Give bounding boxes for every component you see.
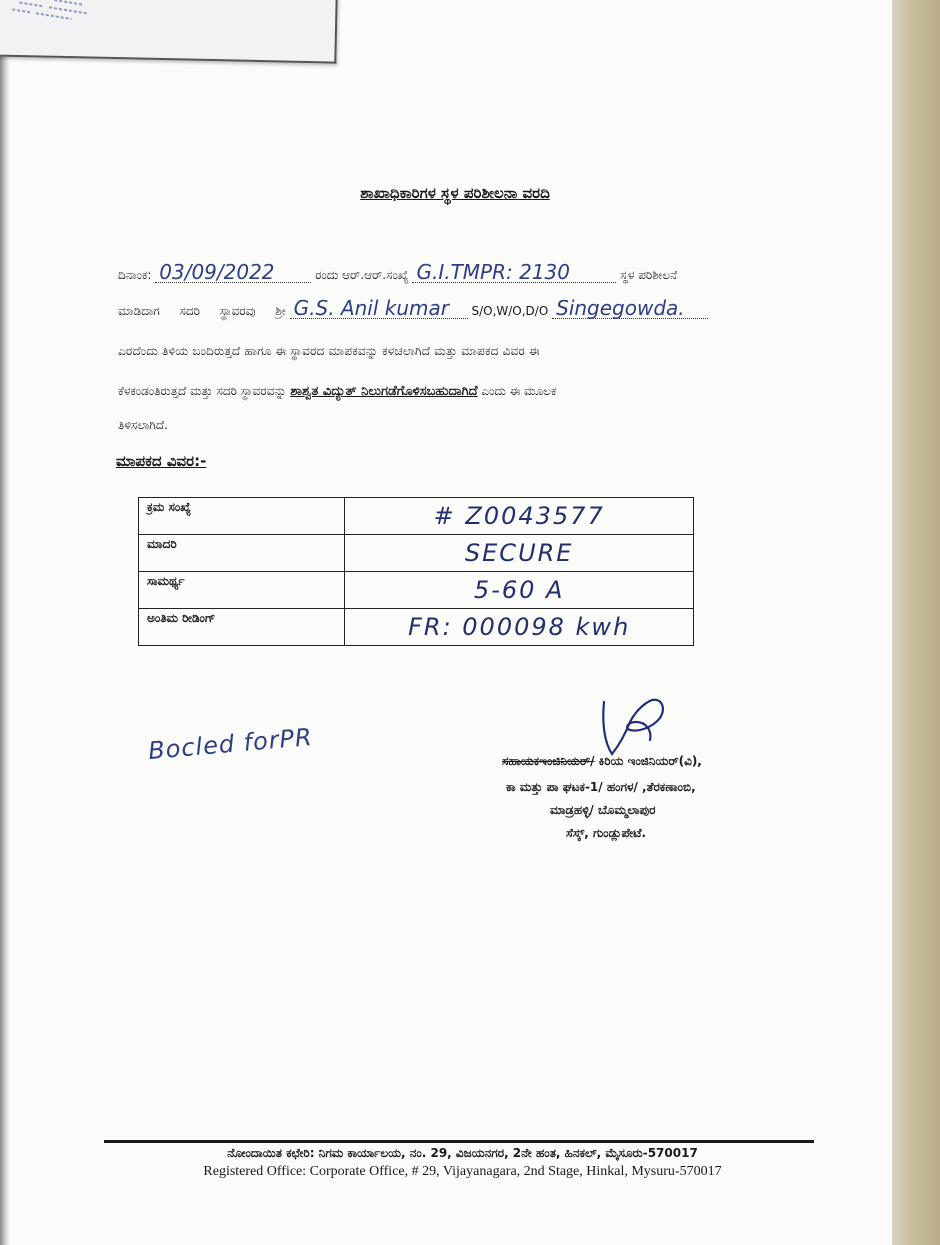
date-line bbox=[118, 262, 790, 283]
signatory-area: ಮಾಡ್ರಹಳ್ಳಿ/ ಬೊಮ್ಮಲಾಪುರ bbox=[550, 803, 656, 817]
date-label: ದಿನಾಂಕ: bbox=[118, 268, 152, 282]
footer-divider bbox=[104, 1140, 814, 1143]
handwritten-note: Bocled forPR bbox=[147, 722, 314, 766]
meter-details-heading: ಮಾಪಕದ ವಿವರ:- bbox=[116, 452, 207, 470]
designation-rest: ಕಿರಿಯ ಇಂಜಿನಿಯರ್(ವಿ), bbox=[594, 754, 702, 768]
date-value: 03/09/2022 bbox=[155, 262, 311, 283]
inspection-label: ಸ್ಥಳ ಪರಿಶೀಲನೆ bbox=[620, 268, 678, 282]
model-value: SECURE bbox=[345, 535, 694, 572]
rr-number: G.I.TMPR: 2130 bbox=[412, 262, 616, 283]
disconnection-intro: ಕೆಳಕಂಡಂತಿರುತ್ತದೆ ಮತ್ತು ಸದರಿ ಸ್ಥಾವರವನ್ನು bbox=[118, 384, 287, 398]
model-label: ಮಾದರಿ bbox=[139, 535, 345, 572]
footer-address-english: Registered Office: Corporate Office, # 29, Vijayanagara, 2nd Stage, Hinkal, Mysuru-570017 bbox=[203, 1164, 722, 1179]
meter-details-table bbox=[138, 497, 694, 646]
footer-address-kannada: ನೋಂದಾಯಿತ ಕಛೇರಿ: ನಿಗಮ ಕಾರ್ಯಾಲಯ, ನಂ. 29, ವಿಜಯನಗರ, 2ನೇ ಹಂತ, ಹಿನಕಲ್, ಮೈಸೂರು-570017 bbox=[227, 1146, 698, 1160]
relation-label: S/O,W/O,D/O bbox=[471, 304, 549, 318]
table-row bbox=[139, 535, 694, 572]
serial-number-value: # Z0043577 bbox=[345, 498, 694, 535]
faded-stamp-graphic bbox=[8, 0, 123, 42]
permanent-disconnection-text: ಶಾಶ್ವತ ವಿದ್ಯುತ್ ನಿಲುಗಡೆಗೊಳಿಸಬಹುದಾಗಿದೆ bbox=[290, 384, 478, 399]
capacity-label: ಸಾಮರ್ಥ್ಯ bbox=[139, 572, 345, 609]
signatory-office: ಸೆಸ್ಕ್, ಗುಂಡ್ಲುಪೇಟೆ. bbox=[566, 826, 647, 840]
document-title: ಶಾಖಾಧಿಕಾರಿಗಳ ಸ್ಥಳ ಪರಿಶೀಲನಾ ವರದಿ bbox=[360, 184, 550, 202]
owner-line bbox=[118, 298, 790, 319]
capacity-value: 5-60 A bbox=[345, 572, 694, 609]
father-name: Singegowda. bbox=[552, 298, 708, 319]
table-row bbox=[139, 609, 694, 646]
rr-label: ರಂದು ಆರ್.ಆರ್.ಸಂಖ್ಯೆ bbox=[315, 268, 409, 282]
disconnection-line bbox=[118, 384, 790, 399]
owner-name: G.S. Anil kumar bbox=[290, 298, 468, 319]
disconnection-outro: ಎಂದು ಈ ಮೂಲಕ bbox=[481, 384, 557, 398]
final-reading-label: ಅಂತಿಮ ರೀಡಿಂಗ್ bbox=[139, 609, 345, 646]
overlapping-sheet-corner bbox=[0, 0, 338, 64]
table-row bbox=[139, 498, 694, 535]
body-line-3: ಎರದೆಂದು ತಿಳಿಯ ಬಂದಿರುತ್ತದೆ ಹಾಗೂ ಈ ಸ್ಥಾವರದ ಮಾಪಕವನ್ನು ಕಳಚಲಾಗಿದೆ ಮತ್ತು ಮಾಪಕದ ವಿವರ ಈ bbox=[118, 344, 540, 358]
final-reading-value: FR: 000098 kwh bbox=[345, 609, 694, 646]
struck-designation: ಸಹಾಯಕಇಂಜಿನಿಯರ್/ bbox=[502, 754, 595, 768]
installation-label: ಮಾಡಿದಾಗ ಸದರಿ ಸ್ಥಾವರವು ಶ್ರೀ bbox=[118, 304, 286, 318]
signatory-designation bbox=[502, 754, 702, 769]
signatory-unit: ಕಾ ಮತ್ತು ಪಾ ಘಟಕ-1/ ಹಂಗಳ/ ,ತೆರಕಣಾಂಬಿ, bbox=[506, 780, 696, 794]
serial-number-label: ಕ್ರಮ ಸಂಖ್ಯೆ bbox=[139, 498, 345, 535]
body-line-5: ತಿಳಿಸಲಾಗಿದೆ. bbox=[118, 418, 168, 432]
table-row bbox=[139, 572, 694, 609]
